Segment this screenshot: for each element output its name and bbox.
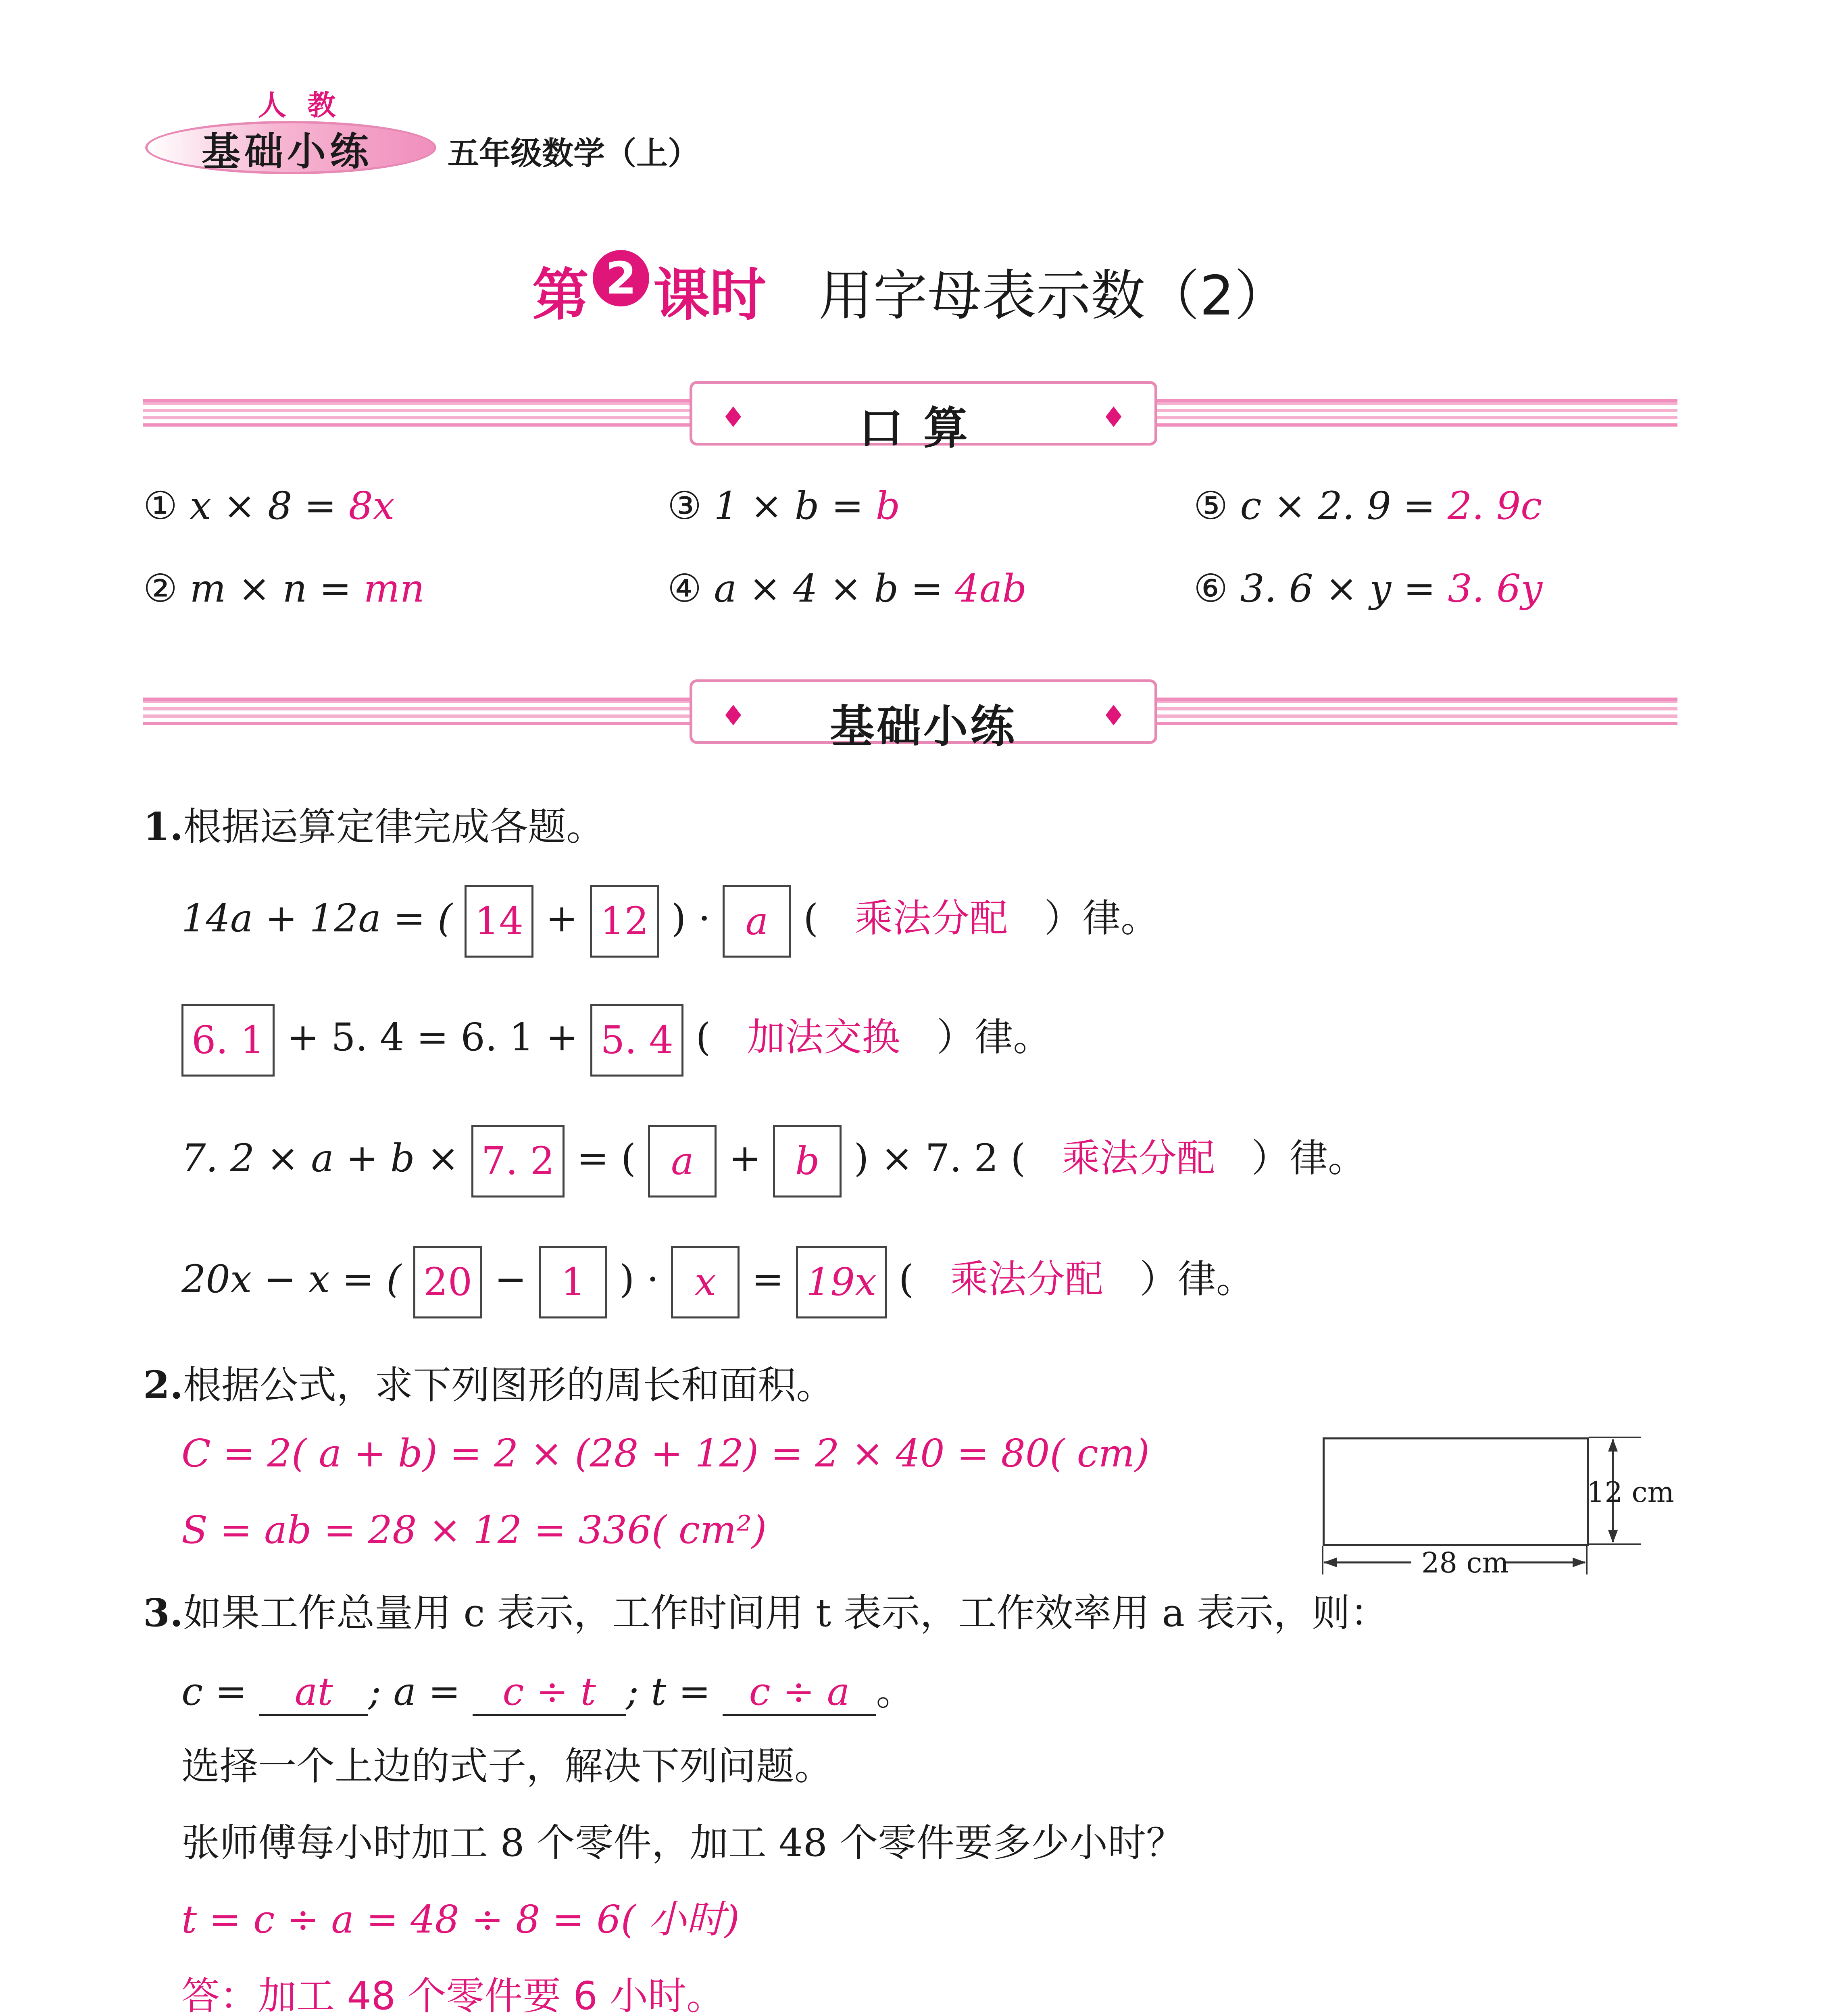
oral-item-4: ④ a × 4 × b = 4ab: [667, 566, 1027, 611]
answer-box: 1: [539, 1246, 607, 1318]
oral-item-1: ① x × 8 = 8x: [143, 484, 395, 528]
grade-label: 五年级数学（上）: [448, 135, 700, 172]
q3-instruction: 选择一个上边的式子，解决下列问题。: [181, 1744, 833, 1789]
oral-item-2: ② m × n = mn: [143, 566, 425, 611]
section-header-oral: ♦ 口算 ♦: [690, 381, 1157, 446]
answer-box: a: [648, 1125, 717, 1198]
q1-row-2: 6. 1 + 5. 4 = 6. 1 + 5. 4 ( 加法交换 ）律。: [181, 1004, 1051, 1077]
logo-series-title: 基础小练: [202, 129, 373, 174]
rectangle-width-label: 28 cm: [1421, 1546, 1509, 1579]
lesson-number: 第 2 课时: [532, 250, 766, 331]
answer-box: 20: [413, 1246, 482, 1318]
logo-publisher: 人 教: [258, 89, 342, 122]
q3-word-problem: 张师傅每小时加工 8 个零件，加工 48 个零件要多少小时？: [181, 1821, 1185, 1865]
answer-box: b: [773, 1125, 842, 1198]
answer-box: a: [723, 885, 791, 958]
diamond-icon: ♦: [1101, 699, 1126, 732]
q1-row-3: 7. 2 × a + b × 7. 2 = ( a + b ) × 7. 2 ( 乘法分配 ）律。: [181, 1125, 1366, 1198]
answer-box: 6. 1: [181, 1004, 275, 1077]
diamond-icon: ♦: [1101, 401, 1126, 434]
answer-box: 12: [590, 885, 659, 958]
q1-row-1: 14a + 12a = ( 14 + 12 ) · a ( 乘法分配 ）律。: [181, 885, 1159, 958]
diamond-icon: ♦: [721, 699, 746, 732]
q3-solution: t = c ÷ a = 48 ÷ 8 = 6( 小时): [181, 1897, 740, 1942]
answer-box: 19x: [796, 1246, 886, 1318]
lesson-number-badge: 2: [593, 250, 649, 306]
rectangle-height-label: 12 cm: [1587, 1476, 1674, 1509]
q2-answer-perimeter: C = 2( a + b) = 2 × (28 + 12) = 2 × 40 = 80( cm): [181, 1431, 1150, 1476]
q2-answer-area: S = ab = 28 × 12 = 336( cm²): [181, 1508, 767, 1552]
question-2-stem: 2.根据公式，求下列图形的周长和面积。: [143, 1363, 835, 1408]
oral-item-3: ③ 1 × b = b: [667, 484, 900, 528]
answer-box: x: [671, 1246, 740, 1318]
q1-row-4: 20x − x = ( 20 − 1 ) · x = 19x ( 乘法分配 ）律。: [181, 1246, 1254, 1318]
q3-formulas: c = at ; a = c ÷ t ; t = c ÷ a 。: [181, 1661, 914, 1716]
oral-item-5: ⑤ c × 2. 9 = 2. 9c: [1194, 484, 1542, 528]
oral-item-6: ⑥ 3. 6 × y = 3. 6y: [1194, 566, 1543, 611]
answer-box: 5. 4: [590, 1004, 683, 1077]
answer-box: 14: [465, 885, 533, 958]
diamond-icon: ♦: [721, 401, 746, 434]
page-title: 用字母表示数（2）: [819, 264, 1289, 327]
q3-answer: 答：加工 48 个零件要 6 小时。: [181, 1974, 725, 2016]
answer-box: 7. 2: [471, 1125, 565, 1198]
question-1-stem: 1.根据运算定律完成各题。: [143, 804, 605, 849]
section-header-basic: ♦ 基础小练 ♦: [690, 679, 1157, 744]
question-3-stem: 3.如果工作总量用 c 表示，工作时间用 t 表示，工作效率用 a 表示，则：: [143, 1591, 1389, 1635]
